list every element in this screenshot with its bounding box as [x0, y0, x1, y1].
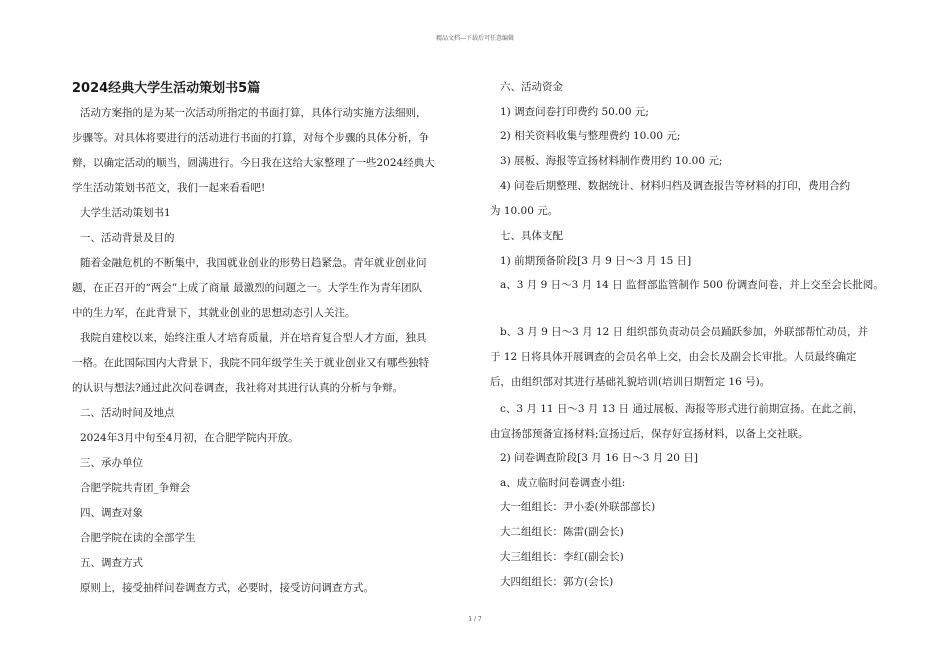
- section-heading-5: 五、调查方式: [80, 557, 143, 569]
- section-heading-4: 四、调查对象: [80, 507, 143, 519]
- phase-1-item-c: [490, 397, 863, 447]
- budget-item-continuation: 为 10.00 元。: [490, 205, 559, 217]
- intro-line: 学生活动策划书范文，我们一起来看看吧!: [72, 182, 266, 194]
- item-line: 于 12 日将具体开展调查的会员名单上交，由会长及副会长审批。人员最终确定: [490, 351, 857, 363]
- item-line: c、3 月 11 日～3 月 13 日 通过展板、海报等形式进行前期宣扬。在此之前，: [500, 403, 864, 415]
- phase-1-item-a: a、3 月 9 日～3 月 14 日 监督部监管制作 500 份调查问卷，并上交至会长批阅。: [500, 279, 884, 291]
- group-leader-item: 大四组组长：郭方(会长): [500, 576, 614, 588]
- section-heading-7: 七、具体支配: [500, 230, 563, 242]
- background-paragraph-2: [72, 326, 429, 401]
- page-number: 1 / 7: [468, 616, 482, 623]
- paragraph-line: 的认识与想法?通过此次问卷调查，我社将对其进行认真的分析与争辩。: [72, 382, 404, 394]
- group-leader-item: 大二组组长：陈雷(副会长): [500, 526, 624, 538]
- intro-line: 步骤等。对具体将要进行的活动进行书面的打算，对每个步骤的具体分析，争: [72, 132, 429, 144]
- document-title: 2024经典大学生活动策划书5篇: [72, 81, 261, 96]
- item-line: 由宣扬部预备宣扬材料;宣扬过后，保存好宣扬材料，以备上交社联。: [490, 428, 809, 440]
- phase-1-title: 1) 前期预备阶段[3 月 9 日～3 月 15 日]: [500, 255, 692, 267]
- budget-item: 2) 相关资料收集与整理费约 10.00 元;: [500, 130, 681, 142]
- survey-target-text: 合肥学院在读的全部学生: [80, 532, 196, 544]
- group-leader-item: 大三组组长：李红(副会长): [500, 551, 624, 563]
- subsection-title: 大学生活动策划书1: [80, 207, 171, 219]
- paragraph-line: 题，在正召开的“两会”上成了商量 最激烈的问题之一。大学生作为青年团队: [72, 282, 423, 294]
- section-heading-6: 六、活动资金: [500, 81, 563, 93]
- paragraph-line: 随着金融危机的不断集中，我国就业创业的形势日趋紧急。青年就业创业问: [80, 257, 427, 269]
- survey-method-text: 原则上，接受抽样问卷调查方式，必要时，接受访问调查方式。: [80, 582, 374, 594]
- phase-1-item-b: [490, 320, 868, 395]
- paragraph-line: 我院自建校以来，始终注重人才培育质量，并在培育复合型人才方面，独具: [80, 332, 427, 344]
- time-location-text: 2024年3月中旬至4月初，在合肥学院内开放。: [80, 432, 299, 444]
- section-heading-2: 二、活动时间及地点: [80, 407, 175, 419]
- intro-line: 活动方案指的是为某一次活动所指定的书面打算，具体行动实施方法细则，: [80, 107, 427, 119]
- section-heading-1: 一、活动背景及目的: [80, 232, 175, 244]
- item-line: 后，由组织部对其进行基础礼貌培训(培训日期暂定 16 号)。: [490, 376, 771, 388]
- section-heading-3: 三、承办单位: [80, 457, 143, 469]
- budget-item: 3) 展板、海报等宣扬材料制作费用约 10.00 元;: [500, 155, 723, 167]
- organizer-text: 合肥学院共青团_争辩会: [80, 482, 191, 494]
- budget-item: 1) 调查问卷打印费约 50.00 元;: [500, 106, 649, 118]
- paragraph-line: 一格。在此国际国内大背景下，我院不同年级学生关于就业创业又有哪些独特: [72, 357, 429, 369]
- intro-line: 辩，以确定活动的顺当，圆满进行。今日我在这给大家整理了一些2024经典大: [72, 157, 435, 169]
- background-paragraph-1: [72, 251, 427, 326]
- group-leader-item: 大一组组长：尹小委(外联部部长): [500, 501, 656, 513]
- intro-paragraph: [72, 101, 435, 201]
- page-header: 精品文档---下载后可任意编辑: [435, 35, 515, 42]
- budget-item: 4) 问卷后期整理、数据统计、材料归档及调查报告等材料的打印，费用合约: [500, 180, 851, 192]
- paragraph-line: 中的生力军，在此背景下，其就业创业的思想动态引人关注。: [72, 307, 356, 319]
- phase-2-item-a: a、成立临时问卷调查小组:: [500, 477, 626, 489]
- item-line: b、3 月 9 日～3 月 12 日 组织部负责动员会员踊跃参加，外联部帮忙动员，并: [500, 326, 868, 338]
- phase-2-title: 2) 问卷调查阶段[3 月 16 日～3 月 20 日]: [500, 452, 698, 464]
